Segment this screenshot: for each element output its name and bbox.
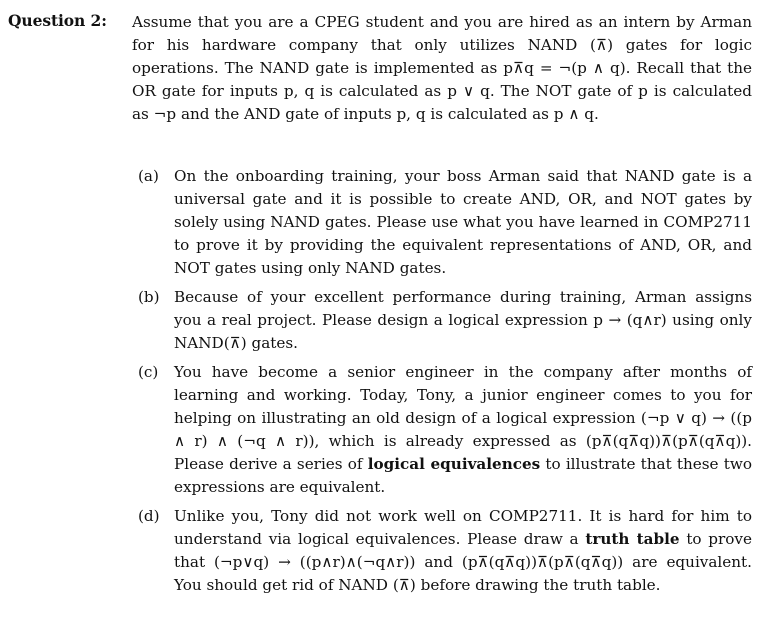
part-a-text: On the onboarding training, your boss Arman said that NAND gate is a universal gate and it is possible to create AND, OR, and NOT gates by solely using NAND gates. Please use what you have learned in COMP2711 to prove it by providing the equivalent representations of AND, OR, and NOT gates using only NAND gates. xyxy=(174,167,752,277)
part-b-label: (b) xyxy=(138,288,160,306)
part-d-text-1: Unlike you, Tony did not work well on COMP2711. It is hard for him to understand via logical equivalences. Please draw a xyxy=(174,507,752,548)
question-parts xyxy=(132,165,752,603)
part-c xyxy=(132,361,752,499)
part-b xyxy=(132,286,752,355)
part-a xyxy=(132,165,752,280)
question-body: Assume that you are a CPEG student and you are hired as an intern by Arman for his hardware company that only utilizes NAND (⊼) gates for logic operations. The NAND gate is implemented as p⊼q = ¬(p ∧ q). Recall that the OR gate for inputs p, q is calculated as p ∨ q. The NOT gate of p is calculated as ¬p and the AND gate of inputs p, q is calculated as p ∧ q. xyxy=(132,13,752,123)
part-c-text-1: You have become a senior engineer in the company after months of learning and working. Today, Tony, a junior engineer comes to you for helping on illustrating an old design of a logical expression (¬p ∨ q) → ((p ∧ r) ∧ (¬q ∧ r)), which is already expressed as (p⊼(q⊼q))⊼(p⊼(q⊼q)). Please derive a series of xyxy=(174,363,752,473)
question-label: Question 2: xyxy=(8,11,107,30)
part-b-text: Because of your excellent performance during training, Arman assigns you a real project. Please design a logical expression p → (q∧r) using only NAND(⊼) gates. xyxy=(174,288,752,352)
part-a-label: (a) xyxy=(138,167,159,185)
part-d-label: (d) xyxy=(138,507,160,525)
part-d-text-2: to prove that (¬p∨q) → ((p∧r)∧(¬q∧r)) and (p⊼(q⊼q))⊼(p⊼(q⊼q)) are equivalent. You should get rid of NAND (⊼) before drawing the truth table. xyxy=(174,530,753,594)
part-c-text-2: to illustrate that these two expressions are equivalent. xyxy=(174,455,752,496)
part-c-emphasis: logical equivalences xyxy=(367,455,541,473)
part-d xyxy=(132,505,752,597)
part-c-label: (c) xyxy=(138,363,159,381)
part-d-emphasis: truth table xyxy=(585,530,680,548)
